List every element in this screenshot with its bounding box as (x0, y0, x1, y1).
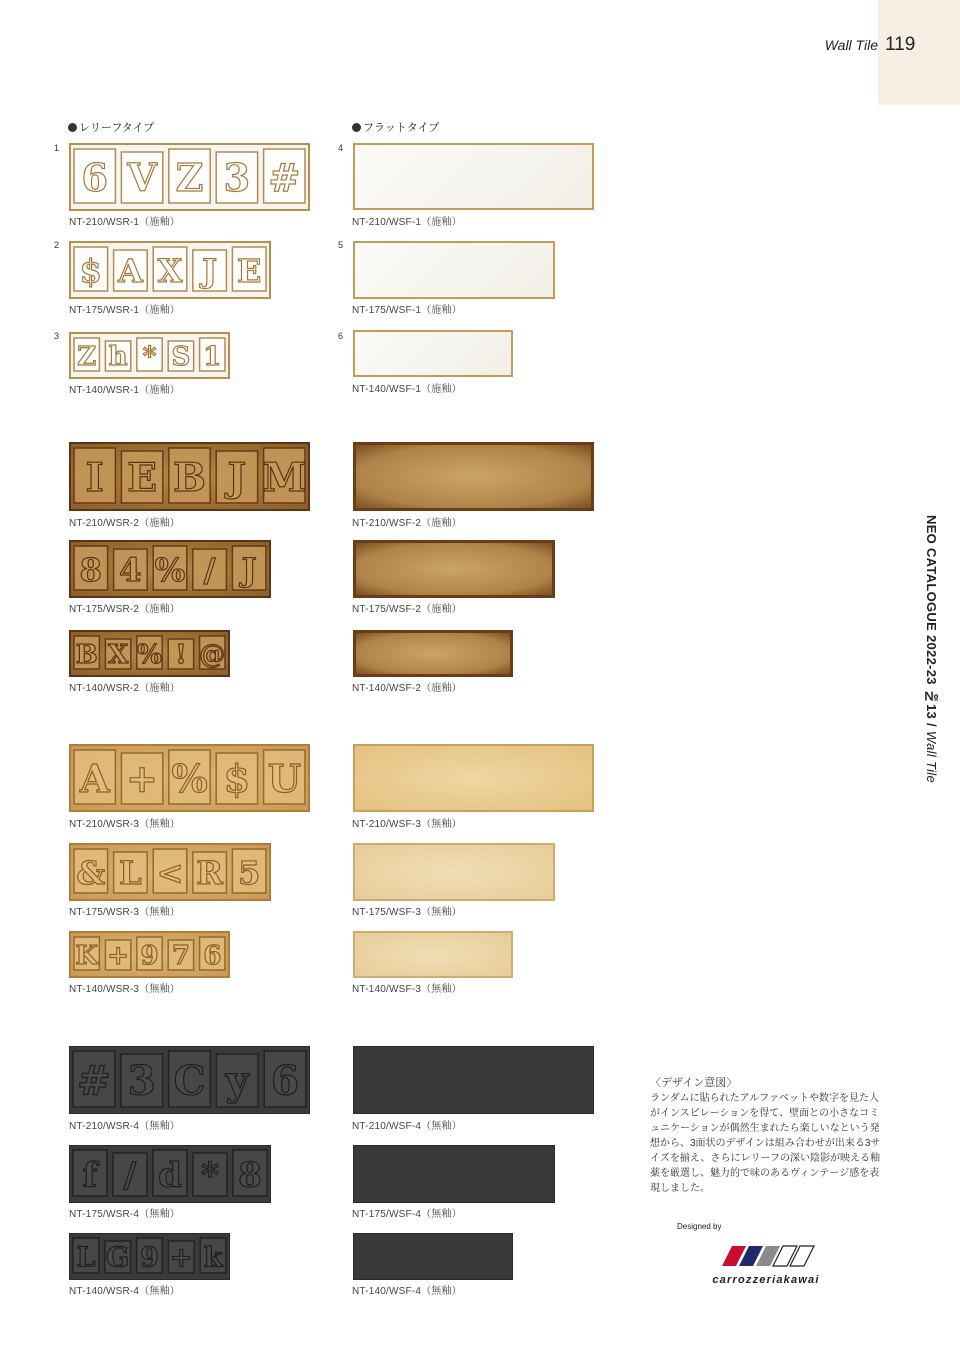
tile-caption: NT-210/WSF-2（施釉） (352, 518, 462, 529)
tile-caption: NT-140/WSR-2（施釉） (69, 683, 180, 694)
tile-caption: NT-210/WSF-1（施釉） (352, 217, 462, 228)
relief-type-label: レリーフタイプ (68, 119, 154, 135)
relief-pattern (71, 444, 308, 509)
relief-glyph: J (241, 550, 257, 589)
design-intent-body: ランダムに貼られたアルファベットや数字を見た人がインスピレーションを得て、壁面との小さなコミュニケーションが偶然生まれたら楽しいなという発想から、3面状のデザインは組み合わせが出来る3サイズを揃え、さらにレリーフの深い陰影が映える釉薬を厳選し、魅力的で味のあるヴィンテージ感を表現しました。 (650, 1093, 881, 1194)
design-intent-title: 〈デザイン意図〉 (650, 1077, 738, 1089)
relief-glyph: h (108, 341, 128, 372)
relief-glyph: A (79, 756, 110, 802)
relief-tile-sand-210 (69, 744, 310, 812)
relief-glyph: f (82, 1155, 98, 1196)
relief-glyph: 6 (203, 940, 222, 971)
relief-glyph: d (158, 1155, 182, 1196)
bullet-icon (352, 123, 361, 132)
relief-tile-brown-175 (69, 540, 271, 598)
tile-caption: NT-210/WSF-3（無釉） (352, 819, 462, 830)
relief-glyph: B (173, 454, 206, 501)
relief-glyph: X (108, 639, 129, 670)
relief-tile-black-210 (69, 1046, 310, 1114)
relief-glyph: 5 (238, 853, 261, 892)
item-number: 4 (338, 143, 344, 153)
tile-caption: NT-175/WSR-2（施釉） (69, 604, 180, 615)
flat-tile-black-140 (353, 1233, 513, 1280)
relief-pattern (70, 1146, 270, 1202)
relief-glyph: # (77, 1057, 111, 1105)
relief-pattern (70, 1047, 309, 1113)
item-number: 6 (338, 331, 344, 341)
relief-glyph: M (262, 454, 306, 501)
relief-glyph: E (127, 454, 157, 501)
relief-tile-white-140 (69, 332, 230, 379)
relief-glyph: 8 (238, 1155, 262, 1196)
flat-tile-white-210 (353, 143, 594, 210)
tile-caption: NT-175/WSF-2（施釉） (352, 604, 462, 615)
relief-tile-black-175 (69, 1145, 271, 1203)
relief-glyph: k (203, 1242, 223, 1274)
page-number: 119 (885, 34, 916, 55)
carrozzeria-kawai-logo (676, 1244, 856, 1292)
tile-caption: NT-210/WSR-3（無釉） (69, 819, 180, 830)
flat-tile-sand-140 (353, 931, 513, 978)
item-number: 1 (54, 143, 60, 153)
tile-caption: NT-140/WSR-3（無釉） (69, 984, 180, 995)
relief-glyph: 9 (140, 1242, 159, 1274)
relief-glyph: R (196, 853, 223, 892)
designed-by-label: Designed by (677, 1222, 722, 1231)
relief-glyph: 9 (140, 940, 159, 971)
relief-glyph: B (75, 639, 98, 670)
logo-stripe-outline-2 (790, 1246, 814, 1266)
flat-tile-brown-210 (353, 442, 594, 511)
tile-caption: NT-210/WSR-1（施釉） (69, 217, 180, 228)
relief-glyph: U (267, 756, 301, 802)
relief-tile-sand-175 (69, 843, 271, 901)
relief-tile-brown-140 (69, 630, 230, 677)
tile-caption: NT-175/WSF-1（施釉） (352, 305, 462, 316)
flat-tile-brown-175 (353, 540, 555, 598)
relief-glyph: J (202, 251, 218, 290)
relief-tile-brown-210 (69, 442, 310, 511)
relief-glyph: A (117, 251, 143, 290)
flat-type-label: フラットタイプ (352, 119, 439, 135)
side-title-sub: Wall Tile (924, 730, 939, 783)
relief-glyph: 8 (79, 550, 102, 589)
relief-glyph: 6 (81, 155, 108, 201)
relief-glyph: G (106, 1242, 130, 1274)
relief-pattern (71, 746, 308, 810)
relief-glyph: % (137, 639, 162, 670)
side-title-main: NEO CATALOGUE 2022-23 №13 / (924, 515, 939, 731)
flat-tile-brown-140 (353, 630, 513, 677)
relief-glyph: $ (79, 251, 102, 290)
item-number: 5 (338, 240, 344, 250)
relief-glyph: E (237, 251, 262, 290)
item-number: 2 (54, 240, 60, 250)
logo-wordmark: carrozzeriakawai (712, 1274, 820, 1286)
flat-tile-white-140 (353, 330, 513, 377)
section-title: Wall Tile (824, 37, 878, 53)
relief-glyph: L (119, 853, 142, 892)
relief-glyph: 7 (171, 940, 190, 971)
relief-glyph: / (203, 550, 216, 589)
relief-pattern (71, 933, 228, 976)
relief-glyph: 3 (127, 1057, 156, 1105)
tile-caption: NT-175/WSR-1（施釉） (69, 305, 180, 316)
tile-caption: NT-140/WSF-1（施釉） (352, 384, 462, 395)
flat-tile-white-175 (353, 241, 555, 299)
relief-glyph: * (201, 1155, 219, 1196)
flat-tile-black-175 (353, 1145, 555, 1203)
relief-glyph: 1 (203, 341, 222, 372)
relief-glyph: ! (175, 639, 187, 670)
tile-caption: NT-140/WSF-2（施釉） (352, 683, 462, 694)
tile-caption: NT-175/WSF-4（無釉） (352, 1209, 462, 1220)
tile-caption: NT-140/WSR-4（無釉） (69, 1286, 180, 1297)
tile-caption: NT-210/WSR-4（無釉） (69, 1121, 180, 1132)
relief-pattern (71, 542, 269, 596)
relief-tile-sand-140 (69, 931, 230, 978)
tile-caption: NT-175/WSR-3（無釉） (69, 907, 180, 918)
tile-caption: NT-140/WSF-3（無釉） (352, 984, 462, 995)
relief-tile-white-210 (69, 143, 310, 211)
relief-glyph: J (227, 454, 247, 501)
relief-pattern (71, 145, 308, 209)
relief-pattern (71, 845, 269, 899)
relief-pattern (71, 243, 269, 297)
relief-tile-black-140 (69, 1233, 230, 1280)
relief-glyph: 4 (119, 550, 142, 589)
relief-tile-white-175 (69, 241, 271, 299)
tile-caption: NT-140/WSF-4（無釉） (352, 1286, 462, 1297)
side-title (919, 515, 939, 795)
relief-glyph: C (173, 1057, 206, 1105)
relief-glyph: V (127, 155, 157, 201)
relief-glyph: @ (199, 639, 226, 670)
tile-caption: NT-140/WSR-1（施釉） (69, 385, 180, 396)
relief-glyph: % (171, 756, 208, 802)
relief-pattern (71, 334, 228, 377)
relief-glyph: + (169, 1242, 193, 1274)
relief-glyph: K (75, 940, 99, 971)
flat-tile-sand-175 (353, 843, 555, 901)
tile-caption: NT-210/WSF-4（無釉） (352, 1121, 462, 1132)
relief-glyph: & (76, 853, 106, 892)
relief-glyph: Z (175, 155, 204, 201)
relief-glyph: + (126, 756, 159, 802)
relief-pattern (70, 1234, 229, 1279)
relief-glyph: < (156, 853, 184, 892)
relief-glyph: $ (223, 756, 251, 802)
logo-stripes (676, 1244, 856, 1274)
relief-glyph: 6 (271, 1057, 300, 1105)
relief-pattern (71, 632, 228, 675)
item-number: 3 (54, 331, 60, 341)
tile-caption: NT-175/WSF-3（無釉） (352, 907, 462, 918)
relief-glyph: 3 (223, 155, 251, 201)
relief-glyph: + (107, 940, 129, 971)
flat-tile-black-210 (353, 1046, 594, 1114)
relief-glyph: S (171, 341, 191, 372)
relief-glyph: y (225, 1057, 249, 1105)
bullet-icon (68, 123, 77, 132)
relief-glyph: * (142, 341, 157, 372)
tile-caption: NT-175/WSR-4（無釉） (69, 1209, 180, 1220)
relief-glyph: X (157, 251, 183, 290)
relief-glyph: I (85, 454, 104, 501)
relief-glyph: / (123, 1155, 137, 1196)
tile-caption: NT-210/WSR-2（施釉） (69, 518, 180, 529)
relief-glyph: Z (77, 341, 97, 372)
relief-glyph: # (268, 155, 301, 201)
flat-tile-sand-210 (353, 744, 594, 812)
relief-glyph: L (76, 1242, 96, 1274)
relief-glyph: % (154, 550, 186, 589)
